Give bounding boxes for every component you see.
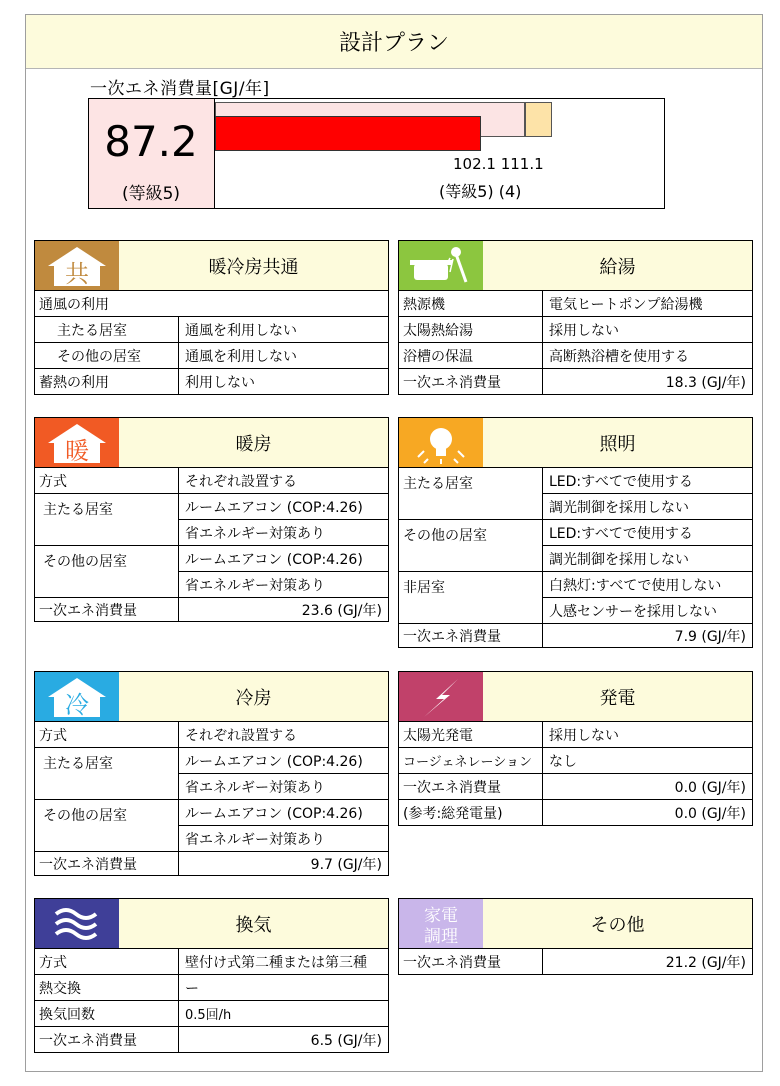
panel-title: 換気 [235, 914, 272, 936]
table-row [35, 468, 388, 494]
row-value: 採用しない [542, 722, 752, 747]
row-label: 主たる居室 [399, 468, 542, 520]
panel-common [34, 240, 389, 395]
row-value: 人感センサーを採用しない [542, 598, 752, 624]
row-value: ルームエアコン (COP:4.26) [178, 800, 388, 826]
panel-head [35, 899, 388, 949]
row-value: 7.9 (GJ/年) [542, 624, 752, 648]
table-row [399, 800, 752, 826]
row-label: 主たる居室 [35, 748, 178, 800]
table-row [35, 722, 388, 748]
row-label: 方式 [39, 954, 67, 971]
row-label: その他の居室 [399, 520, 542, 572]
row-value: ー [178, 975, 388, 1000]
row-value: 調光制御を採用しない [542, 546, 752, 572]
row-value: 調光制御を採用しない [542, 494, 752, 520]
table-row [399, 369, 752, 395]
row-value: 6.5 (GJ/年) [178, 1027, 388, 1053]
row-value: 省エネルギー対策あり [178, 774, 388, 800]
home-heating-icon [35, 418, 119, 467]
table-row [35, 369, 388, 395]
row-value: 電気ヒートポンプ給湯機 [542, 291, 752, 316]
panel-lighting [398, 417, 753, 648]
icon-text: 家電 [424, 905, 458, 926]
row-label: その他の居室 [57, 348, 141, 365]
row-value: 0.0 (GJ/年) [542, 774, 752, 799]
row-value: ルームエアコン (COP:4.26) [178, 748, 388, 774]
row-value: なし [542, 748, 752, 773]
bath-shower-icon [399, 241, 483, 290]
panel-head [399, 418, 752, 468]
summary-value-box [89, 99, 215, 208]
row-value: LED:すべてで使用する [542, 520, 752, 546]
summary-value: 87.2 [104, 117, 198, 166]
row-label: 一次エネ消費量 [403, 779, 501, 796]
wave-icon [35, 899, 119, 948]
row-label: 通風の利用 [39, 296, 109, 313]
panel-cooling [34, 671, 389, 876]
panel-water [398, 240, 753, 395]
row-label: 蓄熱の利用 [39, 375, 109, 391]
row-value: 0.0 (GJ/年) [542, 800, 752, 826]
panel-title: その他 [590, 914, 645, 936]
row-label: 非居室 [399, 572, 542, 624]
table-row [35, 975, 388, 1001]
row-label: 主たる居室 [35, 494, 178, 546]
row-label: 太陽光発電 [403, 727, 473, 744]
table-row [399, 291, 752, 317]
row-label: 主たる居室 [57, 322, 127, 339]
value-group [178, 546, 388, 598]
table-row [35, 291, 388, 317]
row-label: 熱交換 [39, 980, 81, 997]
row-label: その他の居室 [35, 546, 178, 598]
summary-box [88, 98, 665, 209]
row-value: 23.6 (GJ/年) [178, 598, 388, 622]
table-row [35, 317, 388, 343]
row-label: (参考:総発電量) [403, 806, 503, 822]
panel-title: 給湯 [599, 256, 636, 278]
kaden-chori-icon [399, 899, 483, 948]
panel-title: 暖房 [235, 433, 272, 455]
row-value: 通風を利用しない [178, 317, 388, 342]
icon-text: 調理 [424, 926, 458, 946]
row-label: 方式 [39, 473, 67, 490]
row-value: LED:すべてで使用する [542, 468, 752, 494]
table-row [35, 1027, 388, 1053]
row-value: 白熱灯:すべてで使用しない [542, 572, 752, 598]
row-label: 一次エネ消費量 [403, 375, 501, 391]
row-value: それぞれ設置する [178, 468, 388, 493]
home-cooling-icon [35, 672, 119, 721]
row-value: 利用しない [178, 369, 388, 395]
row-value: 壁付け式第二種または第三種 [178, 949, 388, 974]
row-value: 省エネルギー対策あり [178, 572, 388, 598]
light-bulb-icon [399, 418, 483, 467]
panel-head [399, 672, 752, 722]
summary-grade: (等級5) [121, 184, 181, 204]
row-value: 21.2 (GJ/年) [542, 949, 752, 975]
row-value: 9.7 (GJ/年) [178, 852, 388, 876]
row-label: 換気回数 [39, 1006, 95, 1023]
value-group [542, 520, 752, 572]
table-row [399, 748, 752, 774]
row-label: 方式 [39, 727, 67, 744]
row-value: 18.3 (GJ/年) [542, 369, 752, 395]
value-group [178, 494, 388, 546]
row-label: 一次エネ消費量 [403, 629, 501, 645]
row-label: 一次エネ消費量 [39, 857, 137, 873]
value-group [542, 468, 752, 520]
panel-head [35, 241, 388, 291]
value-group [178, 800, 388, 852]
bar-standard-grade4 [525, 102, 552, 137]
panel-head [35, 418, 388, 468]
row-label: 太陽熱給湯 [403, 322, 473, 339]
table-row [35, 1001, 388, 1027]
panel-title: 暖冷房共通 [208, 256, 299, 278]
icon-text: 暖 [65, 436, 89, 465]
table-row [399, 624, 752, 648]
energy-label: 一次エネ消費量[GJ/年] [90, 79, 270, 99]
table-row [399, 774, 752, 800]
row-label: コージェネレーション [403, 755, 532, 770]
row-label: 一次エネ消費量 [39, 1033, 137, 1049]
row-value: それぞれ設置する [178, 722, 388, 747]
row-label: 浴槽の保温 [403, 348, 473, 365]
standard-values: 102.1 111.1 [453, 155, 544, 173]
row-value: 省エネルギー対策あり [178, 826, 388, 852]
row-label: その他の居室 [35, 800, 178, 852]
panel-head [35, 672, 388, 722]
table-row [35, 949, 388, 975]
panel-power [398, 671, 753, 826]
row-value: 高断熱浴槽を使用する [542, 343, 752, 368]
row-label: 一次エネ消費量 [403, 955, 501, 971]
table-row [399, 949, 752, 975]
icon-text: 冷 [65, 690, 89, 719]
table-row [35, 598, 388, 622]
panel-title: 発電 [599, 687, 636, 709]
row-label: 熱源機 [403, 296, 445, 313]
value-group [542, 572, 752, 624]
row-value: 0.5回/h [178, 1001, 388, 1026]
table-row [399, 317, 752, 343]
table-row [35, 852, 388, 876]
panel-heating [34, 417, 389, 622]
table-row [35, 343, 388, 369]
table-row [399, 343, 752, 369]
panel-head [399, 899, 752, 949]
icon-text: 共 [65, 259, 89, 288]
row-value: 省エネルギー対策あり [178, 520, 388, 546]
row-value: ルームエアコン (COP:4.26) [178, 546, 388, 572]
standard-grades: (等級5) (4) [439, 182, 522, 201]
page-title: 設計プラン [26, 15, 762, 69]
row-label: 一次エネ消費量 [39, 603, 137, 619]
value-group [178, 748, 388, 800]
panel-title: 照明 [599, 433, 636, 455]
panel-ventilation [34, 898, 389, 1053]
home-common-icon [35, 241, 119, 290]
panel-other [398, 898, 753, 975]
panel-head [399, 241, 752, 291]
bar-actual [215, 116, 481, 151]
panel-title: 冷房 [235, 687, 272, 709]
row-value: 通風を利用しない [178, 343, 388, 368]
lightning-icon [399, 672, 483, 721]
table-row [399, 722, 752, 748]
row-value: 採用しない [542, 317, 752, 342]
row-value: ルームエアコン (COP:4.26) [178, 494, 388, 520]
